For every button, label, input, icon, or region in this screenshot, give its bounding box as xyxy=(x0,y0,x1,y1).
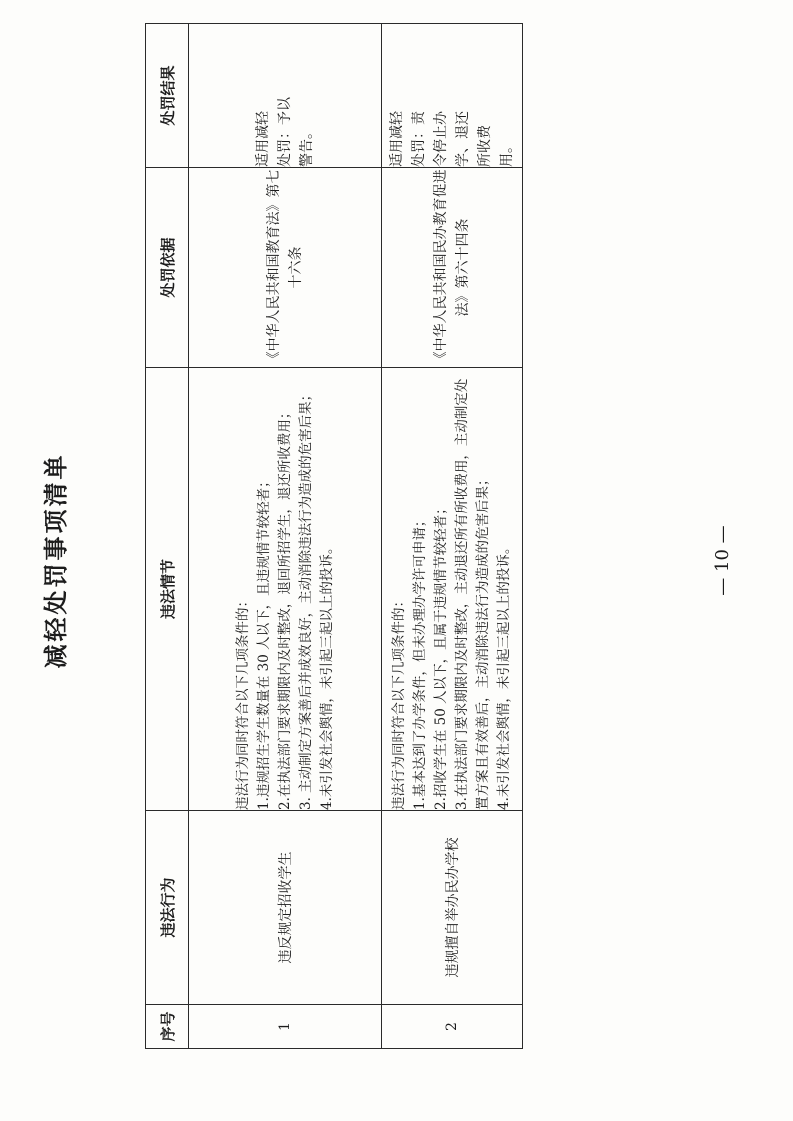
header-no: 序号 xyxy=(146,1005,189,1049)
circumstance-line: 2.招收学生在 50 人以下，且属于违规情节较轻者； xyxy=(433,501,449,810)
violation-circumstances xyxy=(189,368,382,811)
violation-act: 违规擅自举办民办学校 xyxy=(382,811,523,1005)
header-circumstances: 违法情节 xyxy=(146,368,189,811)
penalty-basis: 《中华人民共和国教育法》第七十六条 xyxy=(189,168,382,368)
circumstance-line: 4.未引发社会舆情，未引起三起以上的投诉。 xyxy=(496,540,512,810)
circumstance-line: 违法行为同时符合以下几项条件的： xyxy=(391,594,407,810)
page-number: — 10 — xyxy=(712,525,733,596)
circumstance-line: 2.在执法部门要求期限内及时整改，退回所招学生，退还所收费用； xyxy=(276,405,293,810)
result-line: 令停止办 xyxy=(433,111,449,167)
circumstance-line: 4.未引发社会舆情，未引起三起以上的投诉。 xyxy=(318,540,335,810)
table-row xyxy=(189,24,382,1049)
result-line: 处罚：予以 xyxy=(277,97,293,167)
penalty-result xyxy=(189,24,382,168)
table-row xyxy=(382,24,523,1049)
row-number: 2 xyxy=(382,1005,523,1049)
penalty-table xyxy=(145,23,523,1049)
result-line: 警告。 xyxy=(299,125,315,167)
header-row xyxy=(146,24,189,1049)
violation-circumstances xyxy=(382,368,523,811)
circumstance-line: 1.违规招生学生数量在 30 人以下，且违规情节较轻者； xyxy=(255,474,272,810)
violation-act: 违反规定招收学生 xyxy=(189,811,382,1005)
circumstance-line: 3. 主动制定方案善后并成效良好，主动消除违法行为造成的危害后果； xyxy=(297,387,314,810)
circumstance-line: 1.基本达到了办学条件，但未办理办学许可申请； xyxy=(412,513,428,810)
document-title: 减轻处罚事项清单 xyxy=(42,452,70,669)
header-result: 处罚结果 xyxy=(146,24,189,168)
result-line: 处罚：责 xyxy=(411,111,427,167)
result-line: 学、退还 xyxy=(455,111,471,167)
result-line: 所收费 xyxy=(477,125,493,167)
penalty-basis: 《中华人民共和国民办教育促进法》第六十四条 xyxy=(382,168,523,368)
result-line: 适用减轻 xyxy=(255,111,271,167)
circumstance-line: 违法行为同时符合以下几项条件的： xyxy=(234,594,251,810)
circumstance-line: 3.在执法部门要求期限内及时整改，主动退还所有所收费用，主动制定处置方案且有效善后，主动消除违法行为造成的危害后果； xyxy=(454,378,491,810)
header-act: 违法行为 xyxy=(146,811,189,1005)
header-basis: 处罚依据 xyxy=(146,168,189,368)
row-number: 1 xyxy=(189,1005,382,1049)
penalty-result xyxy=(382,24,523,168)
result-line: 适用减轻 xyxy=(389,111,405,167)
result-line: 用。 xyxy=(499,139,515,167)
